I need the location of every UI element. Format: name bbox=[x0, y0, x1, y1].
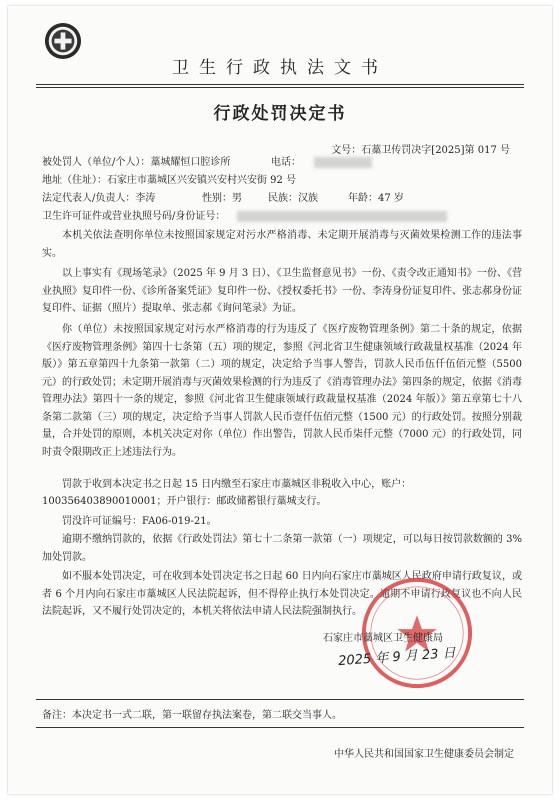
paragraph-appeal: 如不服本处罚决定，可在收到本处罚决定书之日起 60 日内向石家庄市藁城区人民政府申请行政复议，或者 6 个月内向石家庄市藁城区人民法院起诉，但不得停止执行本处罚决定。逾期不申请行政复议也不向人民法院起诉，又不履行处罚决定的，本机关将依法申请人民法院强制执行。 bbox=[42, 571, 522, 617]
party-name-label: 被处罚人（单位/个人）： bbox=[42, 157, 151, 168]
phone-row bbox=[271, 156, 372, 170]
phone-label: 电话： bbox=[271, 157, 301, 168]
license-redacted bbox=[237, 211, 447, 222]
license-label: 卫生许可证件或营业执照号码/身份证号： bbox=[42, 211, 226, 222]
address-row: 地址（住址）：石家庄市藁城区兴安镇兴安村兴安街 92 号 bbox=[42, 175, 297, 186]
paragraph-payment: 罚款于收到本决定书之日起 15 日内缴至石家庄市藁城区非税收入中心，账户： bbox=[62, 479, 412, 490]
document-number: 文号：石藁卫传罚决字[2025]第 017 号 bbox=[331, 145, 510, 156]
header-rule-thick bbox=[36, 84, 524, 85]
age: 年龄：47 岁 bbox=[348, 193, 404, 204]
document-header: 卫生行政执法文书 bbox=[172, 58, 388, 78]
paragraph-evidence: 以上事实有《现场笔录》（2025 年 9 月 3 日）、《卫生监督意见书》一份、《责令改正通知书》一份、《营业执照》复印件一份、《诊所备案凭证》复印件一份、《授权委托书》一份、李涛身份证复印件、张志郝身份证复印件、证据（照片）提取单、张志郝《询问笔录》为证。 bbox=[42, 268, 522, 314]
issuing-authority: 石家庄市藁城区卫生健康局 bbox=[323, 633, 443, 644]
party-name-row bbox=[42, 156, 230, 170]
rep-name: 李涛 bbox=[135, 193, 156, 204]
license-row bbox=[42, 210, 447, 224]
handwritten-date: 2025 年 9 月 23 日 bbox=[337, 645, 457, 670]
paragraph-decision: 你（单位）未按照国家规定对污水严格消毒的行为违反了《医疗废物管理条例》第二十条的规定，依据《医疗废物管理条例》第四十七条第（五）项的规定，参照《河北省卫生健康领域行政裁量权基准（2024 年版）》第五章第四十九条第一款第（二）项的规定，决定给予当事人警告，罚款人民币伍仟伍佰元整（5500 元）的行政处罚；未定期开展消毒与灭菌效果检测的行为违反了《消毒管理办法》第四条的规定，依据《消毒管理办法》第四十一条的规定，参照《河北省卫生健康领域行政裁量权基准（2024 年版）》第五章第七十八条第二款第（三）项的规定，决定给予当事人罚款人民币壹仟伍佰元整（1500 元）的行政处罚。按照分别裁量，合并处罚的原则，本机关决定对你（单位）作出警告，罚款人民币柒仟元整（7000 元）的行政处罚，同时责令限期改正上述违法行为。 bbox=[42, 324, 522, 458]
note-rule-top bbox=[36, 699, 524, 700]
header-rule-thin bbox=[36, 87, 524, 88]
document-footer: 中华人民共和国国家卫生健康委员会制定 bbox=[334, 749, 514, 760]
paragraph-account: 100356403890010001；开户银行：邮政储蓄银行藁城支行。 bbox=[42, 496, 327, 507]
representative-row bbox=[42, 192, 155, 206]
note-rule-bottom bbox=[36, 727, 524, 728]
document-page bbox=[8, 6, 552, 794]
paragraph-permit: 罚没许可证编号：FA06-019-21。 bbox=[62, 516, 217, 527]
rep-label: 法定代表人/负责人： bbox=[42, 193, 136, 204]
phone-redacted bbox=[314, 157, 372, 168]
document-note: 备注：本决定书一式二联，第一联留存执法案卷，第二联交当事人。 bbox=[42, 710, 342, 721]
gender: 性别：男 bbox=[202, 193, 242, 204]
ethnicity: 民族：汉族 bbox=[268, 193, 318, 204]
paragraph-facts: 本机关依法查明你单位未按照国家规定对污水严格消毒、未定期开展消毒与灭菌效果检测工作的违法事实。 bbox=[42, 230, 522, 259]
party-name: 藁城耀恒口腔诊所 bbox=[150, 157, 231, 168]
document-title: 行政处罚决定书 bbox=[213, 104, 347, 124]
paragraph-overdue: 逾期不缴纳罚款的，依据《行政处罚法》第七十二条第一款第（一）项规定，可以每日按罚款数额的 3%加处罚款。 bbox=[42, 534, 522, 563]
